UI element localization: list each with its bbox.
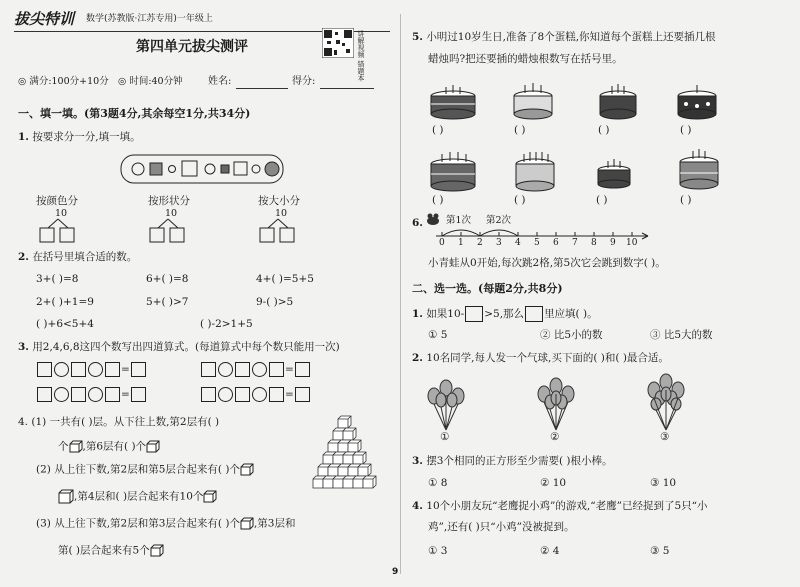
cube-icon (146, 440, 160, 453)
balloon-bunch-2-icon (536, 374, 578, 432)
q2-expr-3: 4+( )=5+5 (256, 273, 314, 285)
series-label: 数学(苏教版·江苏专用)一年级上 (86, 14, 213, 24)
q4-line-2: 个 ,第6层有( )个 (58, 440, 160, 453)
q3-equation-4[interactable]: = (200, 387, 311, 402)
cake-4-answer[interactable]: ( ) (680, 124, 692, 136)
cake-8-answer[interactable]: ( ) (680, 194, 692, 206)
cake-8-icon (676, 148, 722, 190)
group-size-label: 按大小分 (258, 195, 300, 207)
q4-line-6: 第( )层合起来有5个 (58, 544, 164, 557)
cake-6-icon (512, 150, 558, 192)
cake-1-answer[interactable]: ( ) (432, 124, 444, 136)
c2-option-2[interactable]: ② (550, 431, 560, 443)
name-field[interactable] (236, 88, 288, 89)
group-shape-total: 10 (165, 208, 178, 219)
q4-line-3: (2) 从上往下数,第2层和第5层合起来有( )个 (36, 463, 254, 476)
c2-option-3[interactable]: ③ (660, 431, 670, 443)
c1-option-3[interactable]: ③ 比5大的数 (650, 329, 713, 341)
time-info: ◎ 时间:40分钟 (118, 76, 183, 87)
page-divider (400, 14, 401, 574)
points-label: 得分: (292, 76, 316, 87)
split-diagram-color (38, 218, 78, 244)
blank-box[interactable] (465, 306, 483, 322)
cake-3-icon (596, 82, 640, 120)
q4-line-1: 4. (1) 一共有( )层。从下往上数,第2层有( ) (18, 416, 220, 428)
q2-expr-2: 6+( )=8 (146, 273, 189, 285)
q6-number: 6. (412, 217, 423, 229)
tick-label: 0 (439, 238, 445, 248)
q2-expr-5: 5+( )>7 (146, 296, 189, 308)
q3-equation-3[interactable]: = (36, 387, 147, 402)
cake-2-answer[interactable]: ( ) (514, 124, 526, 136)
q2-expr-7: ( )+6<5+4 (36, 318, 94, 330)
tick-label: 10 (626, 238, 638, 248)
group-shape-label: 按形状分 (148, 195, 190, 207)
split-diagram-shape (148, 218, 188, 244)
cake-2-icon (510, 80, 556, 120)
tick-label: 2 (477, 238, 483, 248)
cake-1-icon (428, 82, 478, 120)
q3-equation-1[interactable]: = (36, 362, 147, 377)
shape-sequence (120, 154, 284, 184)
c3-option-2[interactable]: ② 10 (540, 477, 567, 489)
c2-question: 2. 10名同学,每人发一个气球,买下面的( )和( )最合适。 (412, 352, 669, 364)
q5-line-1: 5. 小明过10岁生日,准备了8个蛋糕,你知道每个蛋糕上还要插几根 (412, 31, 716, 43)
pyramid-cube (358, 464, 371, 476)
cake-7-answer[interactable]: ( ) (596, 194, 608, 206)
q3-prompt: 3. 用2,4,6,8这四个数写出四道算式。(每道算式中每个数只能用一次) (18, 341, 340, 353)
balloon-bunch-1-icon (426, 374, 468, 432)
cube-icon (150, 544, 164, 557)
group-color-label: 按颜色分 (36, 195, 78, 207)
c1-option-1[interactable]: ① 5 (428, 329, 448, 341)
q3-equation-2[interactable]: = (200, 362, 311, 377)
brand-logo: 拔尖特训 (14, 10, 75, 28)
balloon-bunch-3-icon (646, 372, 688, 432)
c3-option-1[interactable]: ① 8 (428, 477, 448, 489)
c1-question: 1. 如果10- >5,那么 里应填( )。 (412, 308, 598, 320)
cake-5-icon (428, 150, 478, 192)
cube-icon (203, 490, 217, 503)
tick-label: 5 (534, 238, 540, 248)
cake-6-answer[interactable]: ( ) (514, 194, 526, 206)
q2-expr-1: 3+( )=8 (36, 273, 79, 285)
cube-icon (240, 463, 254, 476)
c4-option-3[interactable]: ③ 5 (650, 545, 670, 557)
group-size-total: 10 (275, 208, 288, 219)
cake-5-answer[interactable]: ( ) (432, 194, 444, 206)
score-info: ◎ 满分:100分+10分 (18, 76, 109, 87)
c4-option-1[interactable]: ① 3 (428, 545, 448, 557)
jump-1-label: 第1次 (446, 215, 472, 226)
q4-line-4: ,第4层和( )层合起来有10个 (58, 489, 217, 504)
cake-4-icon (674, 82, 720, 120)
tick-label: 8 (591, 238, 597, 248)
c4-option-2[interactable]: ② 4 (540, 545, 560, 557)
blank-box[interactable] (525, 306, 543, 322)
pyramid-cube (353, 452, 366, 464)
q2-prompt: 2. 在括号里填合适的数。 (18, 251, 138, 263)
cube-icon (58, 489, 74, 504)
section-2-heading: 二、选一选。(每题2分,共8分) (412, 282, 563, 295)
c4-line-1: 4. 10个小朋友玩“老鹰捉小鸡”的游戏,“老鹰”已经捉到了5只“小 (412, 500, 708, 512)
section-1-heading: 一、填一填。(第3题4分,其余每空1分,共34分) (18, 107, 251, 120)
cube-icon (240, 517, 254, 530)
pyramid-cube (348, 440, 361, 452)
points-field[interactable] (320, 88, 374, 89)
jump-2-label: 第2次 (486, 215, 512, 226)
cake-7-icon (594, 158, 634, 192)
tick-label: 4 (515, 238, 521, 248)
cube-icon (69, 440, 83, 453)
page-title: 第四单元拔尖测评 (136, 39, 248, 55)
qr-label: 讲解视频 错题本 (357, 30, 365, 82)
q6-question: 小青蛙从0开始,每次跳2格,第5次它会跳到数字( )。 (428, 257, 666, 269)
q2-expr-4: 2+( )+1=9 (36, 296, 94, 308)
tick-label: 6 (553, 238, 559, 248)
split-diagram-size (258, 218, 298, 244)
qr-code-icon (322, 28, 354, 58)
q4-line-5: (3) 从上往下数,第2层和第3层合起来有( )个 ,第3层和 (36, 517, 296, 530)
c1-option-2[interactable]: ② 比5小的数 (540, 329, 603, 341)
full-score: 满分:100分+10分 (29, 76, 109, 87)
tick-label: 1 (458, 238, 464, 248)
c3-option-3[interactable]: ③ 10 (650, 477, 677, 489)
name-label: 姓名: (208, 76, 232, 87)
c4-line-2: 鸡”,还有( )只“小鸡”没被捉到。 (428, 521, 575, 533)
page-number: 9 (392, 567, 399, 577)
pyramid-cube (338, 416, 351, 428)
tick-label: 3 (496, 238, 502, 248)
pyramid-cube (343, 428, 356, 440)
c2-option-1[interactable]: ① (440, 431, 450, 443)
tick-label: 9 (610, 238, 616, 248)
q2-expr-8: ( )-2>1+5 (200, 318, 253, 330)
cake-3-answer[interactable]: ( ) (598, 124, 610, 136)
q2-expr-6: 9-( )>5 (256, 296, 294, 308)
time-limit: 时间:40分钟 (129, 76, 183, 87)
q5-line-2: 蜡烛吗?把还要插的蜡烛根数写在括号里。 (428, 53, 623, 65)
q1-prompt: 1. 按要求分一分,填一填。 (18, 131, 141, 143)
group-color-total: 10 (55, 208, 68, 219)
c3-question: 3. 摆3个相同的正方形至少需要( )根小棒。 (412, 455, 613, 467)
tick-label: 7 (572, 238, 578, 248)
cube-pyramid-illustration (300, 412, 386, 494)
number-line (434, 222, 654, 244)
pyramid-cube (363, 476, 376, 488)
